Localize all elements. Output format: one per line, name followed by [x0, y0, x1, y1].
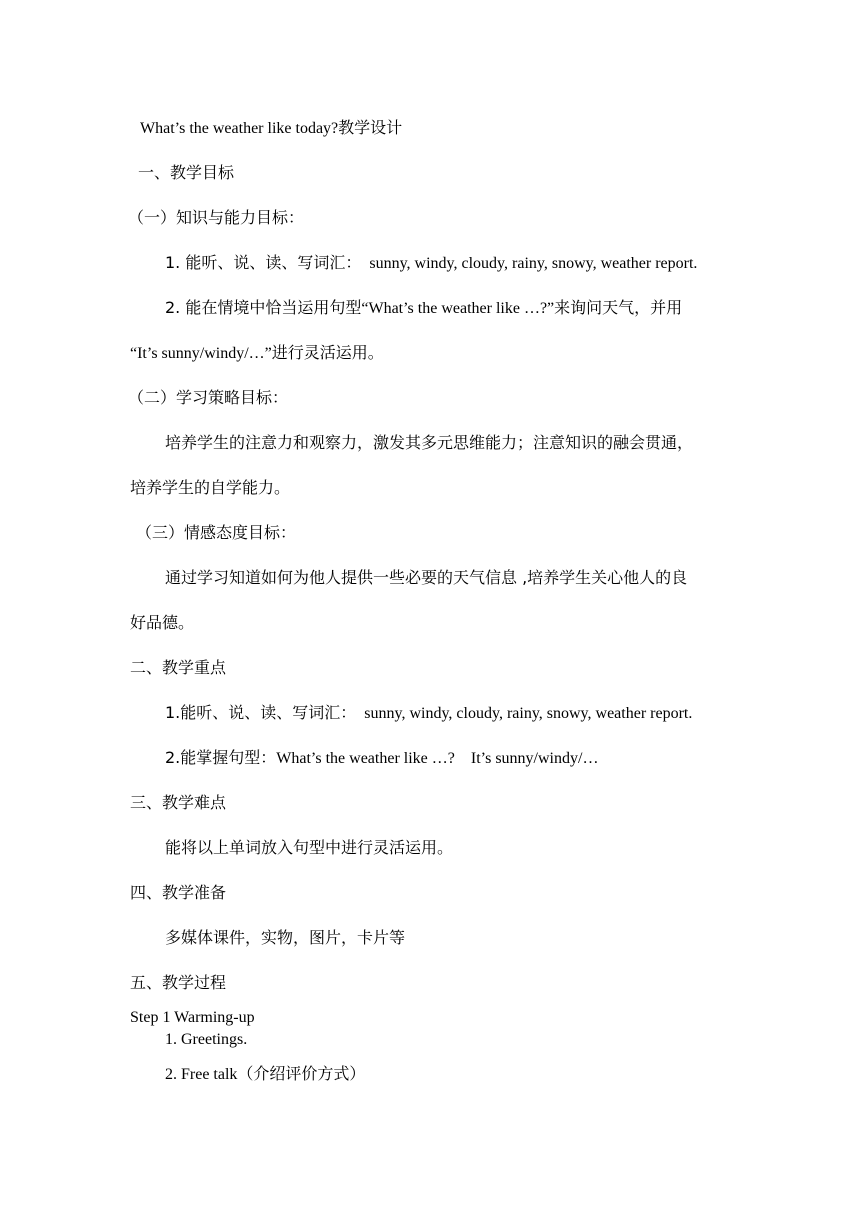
knowledge-item-2-cn-c: 进行灵活运用。: [271, 343, 384, 362]
knowledge-item-2-line-1: [165, 298, 682, 319]
key-point-item-2: [165, 748, 598, 769]
knowledge-item-2-cn-a: 2. 能在情境中恰当运用句型: [165, 298, 362, 317]
step-1-item-1: 1. Greetings.: [165, 1031, 248, 1048]
section-1-heading: 一、教学目标: [138, 163, 235, 182]
subsection-1-2-heading: （二）学习策略目标：: [128, 388, 289, 407]
attitude-text-line-2: 好品德。: [130, 613, 195, 632]
step-1-item-2-cn: （介绍评价方式）: [237, 1064, 366, 1083]
key-point-item-1-en: sunny, windy, cloudy, rainy, snowy, weather report.: [364, 705, 693, 722]
step-1-item-2-en: 2. Free talk: [165, 1066, 238, 1083]
knowledge-item-1-en: sunny, windy, cloudy, rainy, snowy, weather report.: [369, 255, 698, 272]
knowledge-item-1: [165, 253, 697, 274]
difficulty-text: 能将以上单词放入句型中进行灵活运用。: [165, 838, 454, 857]
key-point-item-2-en: What’s the weather like …? It’s sunny/windy/…: [276, 750, 599, 767]
section-4-heading: 四、教学准备: [130, 883, 227, 902]
preparation-text: 多媒体课件，实物，图片，卡片等: [165, 928, 406, 947]
knowledge-item-2-cn-b: 来询问天气，并用: [554, 298, 683, 317]
subsection-1-3-heading: （三）情感态度目标：: [136, 523, 297, 542]
knowledge-item-1-cn: 1. 能听、说、读、写词汇：: [165, 253, 362, 272]
title-english: What’s the weather like today?: [140, 120, 339, 137]
key-point-item-2-cn: 2.能掌握句型：: [165, 748, 277, 767]
knowledge-item-2-en-b: “It’s sunny/windy/…”: [130, 345, 272, 362]
document-title: [140, 118, 402, 139]
step-1-heading: Step 1 Warming-up: [130, 1009, 255, 1026]
step-1-item-2: [165, 1064, 365, 1085]
section-5-heading: 五、教学过程: [130, 973, 227, 992]
key-point-item-1: [165, 703, 692, 724]
strategy-text-line-2: 培养学生的自学能力。: [130, 478, 291, 497]
attitude-text-line-1: 通过学习知道如何为他人提供一些必要的天气信息 ,培养学生关心他人的良: [165, 568, 688, 587]
section-2-heading: 二、教学重点: [130, 658, 227, 677]
strategy-text-line-1: 培养学生的注意力和观察力，激发其多元思维能力；注意知识的融会贯通，: [165, 433, 694, 452]
key-point-item-1-cn: 1.能听、说、读、写词汇：: [165, 703, 357, 722]
knowledge-item-2-line-2: [130, 343, 384, 364]
section-3-heading: 三、教学难点: [130, 793, 227, 812]
title-chinese: 教学设计: [338, 118, 403, 137]
subsection-1-1-heading: （一）知识与能力目标：: [128, 208, 305, 227]
knowledge-item-2-en-a: “What’s the weather like …?”: [361, 300, 555, 317]
